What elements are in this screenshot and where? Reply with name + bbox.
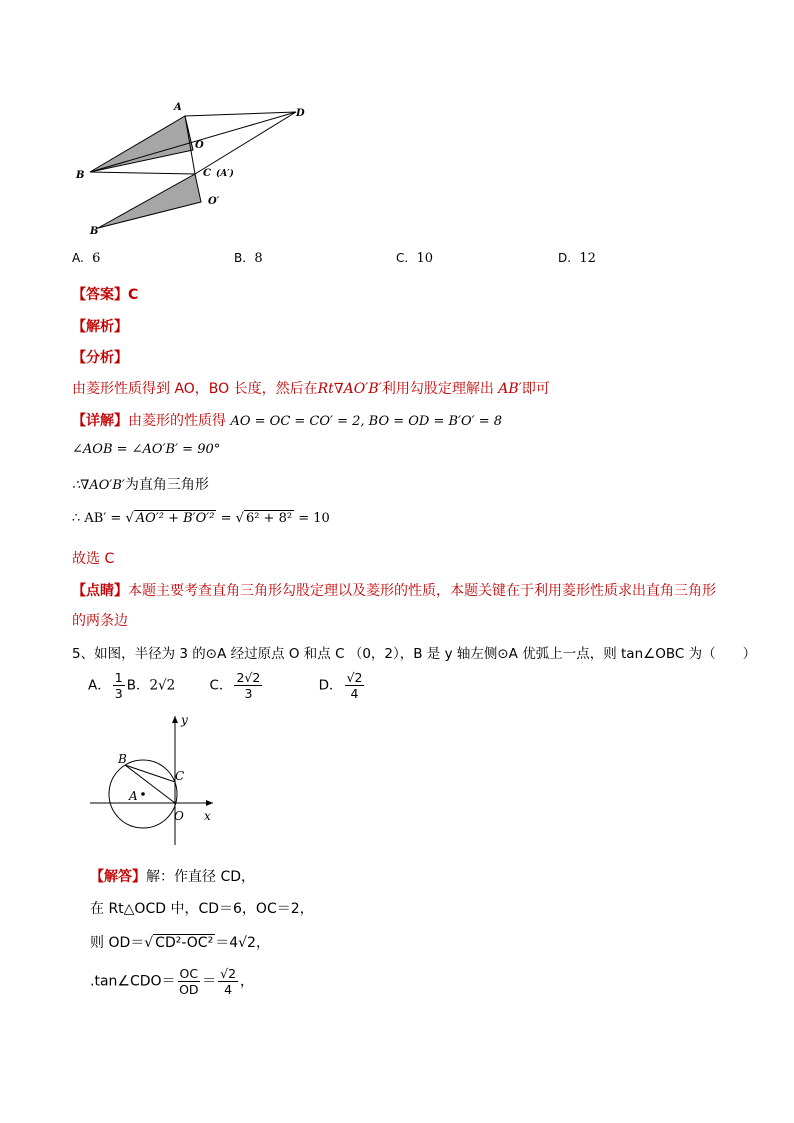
x-axis-arrow-icon [206,800,213,806]
label-C2: C [175,769,185,783]
choice-b: B. 8 [234,251,263,266]
label-A-prime: (A′) [216,169,234,179]
detail-line-2: ∠AOB = ∠AO′B′ = 90° [72,442,221,457]
label-y: y [181,713,188,727]
label-C: C [203,168,211,179]
circle-figure [85,710,225,850]
choose-line: 故选 C [72,551,115,567]
label-O-prime: O′ [208,196,220,207]
shaded-triangle-bottom [98,174,201,228]
shaded-triangle-top [90,116,193,172]
rhombus-figure [70,98,320,238]
solution-line-1: 【解答】解：作直径 CD， [90,869,256,885]
solution-line-3: 则 OD＝√ CD²-OC² ＝4√2， [90,935,270,951]
detail-line-4: ∴ AB′ = √ AO′² + B′O′² = √ 6² + 8² = 10 [72,511,330,526]
center-dot [141,792,145,796]
solution-line-4: .tan∠CDO＝ $\frac{OC}{OD}$ ＝ $\frac{√2}{4}$ ， [90,966,255,997]
solution-line-2: 在 Rt△OCD 中，CD＝6，OC＝2， [90,901,314,917]
label-D: D [296,108,305,119]
analysis-tag: 【解析】 [72,319,128,335]
label-x: x [204,809,211,823]
label-O2: O [174,809,184,823]
label-O: O [195,140,204,151]
detail-line-3: ∴∇AO′B′为直角三角形 [72,477,209,493]
fenxi-tag: 【分析】 [72,350,128,366]
label-A2: A [129,789,138,803]
answer-line: 【答案】C [72,287,139,303]
comment-line-2: 的两条边 [72,613,128,629]
fenxi-text: 由菱形性质得到 AO，BO 长度，然后在Rt∇AO′B′利用勾股定理解出 AB′即可 [72,381,550,397]
label-A: A [174,102,182,113]
label-B-prime: B′ [90,226,102,237]
choice-c: C. 10 [396,251,434,266]
label-B: B [76,170,85,181]
q5-stem: 5、如图，半径为 3 的⊙A 经过原点 O 和点 C （0，2），B 是 y 轴左侧⊙A 优弧上一点，则 tan∠OBC 为（ ） [72,646,757,662]
y-axis-arrow-icon [172,716,178,723]
choice-a: A. 6 [72,251,101,266]
comment-line-1: 【点睛】本题主要考查直角三角形勾股定理以及菱形的性质，本题关键在于利用菱形性质求出直角三角形 [72,583,716,599]
detail-line-1: 【详解】由菱形的性质得 AO = OC = CO′ = 2, BO = OD = B′O′ = 8 [72,413,503,429]
choice-d: D. 12 [558,251,596,266]
q5-options: A． $\frac{1}{3}$ B．2√2 C． $\frac{2√2}{3}$ D． $\frac{√2}{4}$ [88,670,363,701]
label-B2: B [118,752,127,766]
